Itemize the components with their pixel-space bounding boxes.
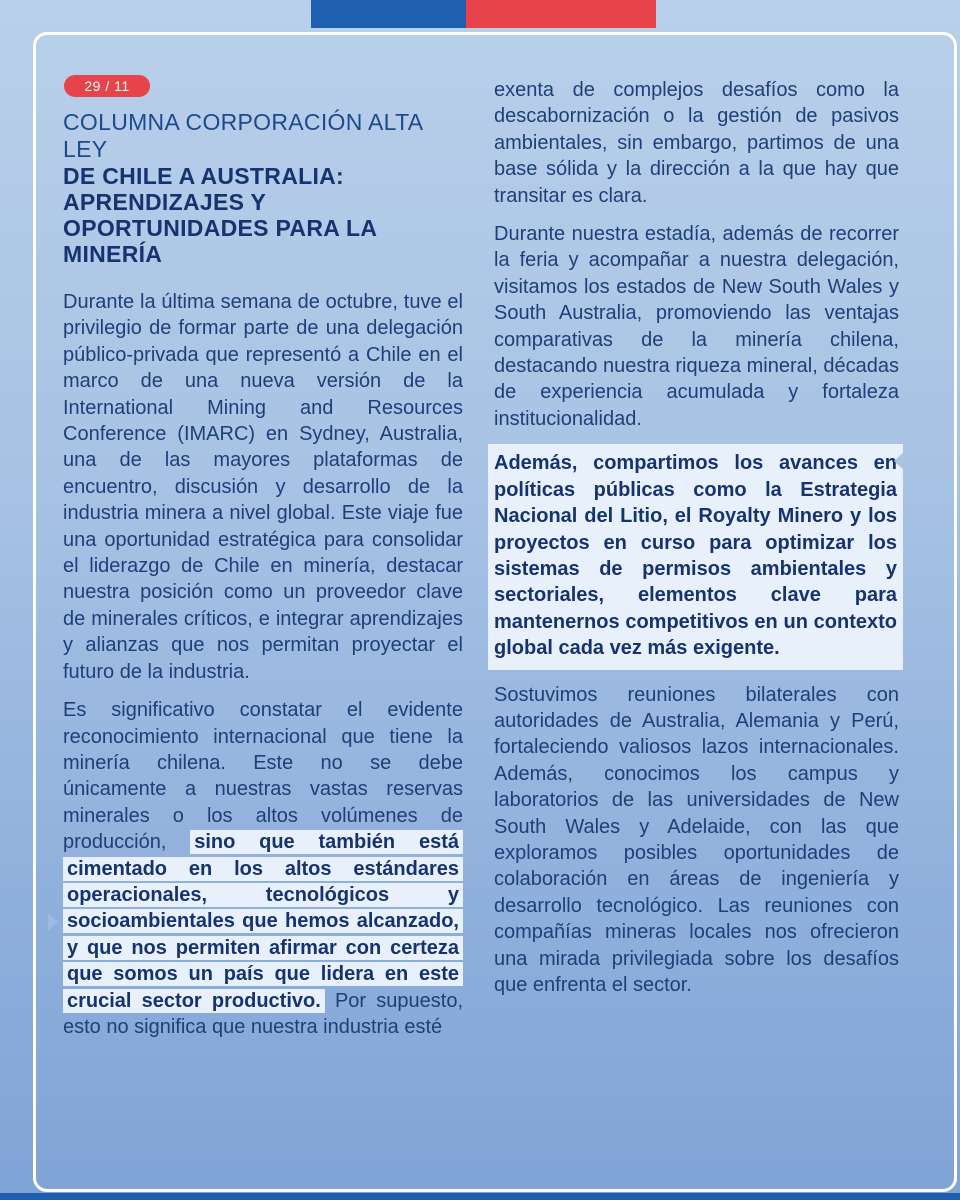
right-highlight-quote: Además, compartimos los avances en políticas públicas como la Estrategia Nacional del Litio, el Royalty Minero y los proyectos en curso para optimizar los sistemas de permisos ambientales y sectoriales, elementos clave para mantenernos competitivos en un contexto global cada vez más exigente. — [494, 452, 897, 660]
article-headline: DE CHILE A AUSTRALIA: APRENDIZAJES Y OPORTUNIDADES PARA LA MINERÍA — [63, 163, 377, 267]
right-highlight-box — [488, 444, 903, 669]
flag-stripe-red — [466, 0, 656, 28]
right-paragraph-1: exenta de complejos desafíos como la descabornización o la gestión de pasivos ambientales, sin embargo, partimos de una base sólida y la dirección a la que hay que transitar es clara. — [494, 79, 899, 207]
quote-notch-left — [48, 913, 58, 931]
left-paragraph-2-text: Es significativo constatar el evidente reconocimiento internacional que tiene la minería chilena. Este no se debe únicamente a nuestras vastas reservas minerales o los altos volúmenes de producción, — [63, 699, 463, 854]
right-column — [494, 77, 899, 1010]
column-kicker: COLUMNA CORPORACIÓN ALTA LEY — [63, 109, 423, 162]
left-paragraph-1: Durante la última semana de octubre, tuve el privilegio de formar parte de una delegación público-privada que representó a Chile en el marco de una nueva versión de la International Mining and Resources Conference (IMARC) en Sydney, Australia, una de las mayores plataformas de encuentro, discusión y desarrollo de la industria minera a nivel global. Este viaje fue una oportunidad estratégica para consolidar el liderazgo de Chile en minería, destacar nuestra posición como un proveedor clave de minerales críticos, e integrar aprendizajes y alianzas que nos permitan proyectar el futuro de la industria. — [63, 291, 463, 683]
date-badge: 29 / 11 — [64, 75, 150, 97]
left-column — [63, 289, 463, 1052]
bottom-stripe — [0, 1193, 960, 1200]
right-paragraph-2: Durante nuestra estadía, además de recorrer la feria y acompañar a nuestra delegación, visitamos los estados de New South Wales y South Australia, promoviendo las ventajas comparativas de la minería chilena, destacando nuestra riqueza mineral, décadas de experiencia acumulada y fortaleza institucionalidad. — [494, 223, 899, 430]
flag-stripe-blue — [311, 0, 466, 28]
quote-notch-right — [894, 452, 904, 470]
left-highlight-quote: sino que también está cimentado en los altos estándares operacionales, tecnológicos y socioambientales que hemos alcanzado, y que nos permiten afirmar con certeza que somos un país que lidera en este crucial sector productivo. — [63, 830, 463, 1012]
right-paragraph-3: Sostuvimos reuniones bilaterales con autoridades de Australia, Alemania y Perú, fortaleciendo valiosos lazos internacionales. Además, conocimos los campus y laboratorios de las universidades de New South Wales y Adelaide, con las que exploramos posibles oportunidades de colaboración en áreas de ingeniería y desarrollo tecnológico. Las reuniones con compañías mineras locales nos ofrecieron una mirada privilegiada sobre los desafíos que enfrenta el sector. — [494, 683, 899, 996]
left-paragraph-2 — [63, 697, 463, 1040]
left-paragraph-2-continued: Por supuesto, esto no significa que nuestra industria esté — [63, 989, 464, 1038]
